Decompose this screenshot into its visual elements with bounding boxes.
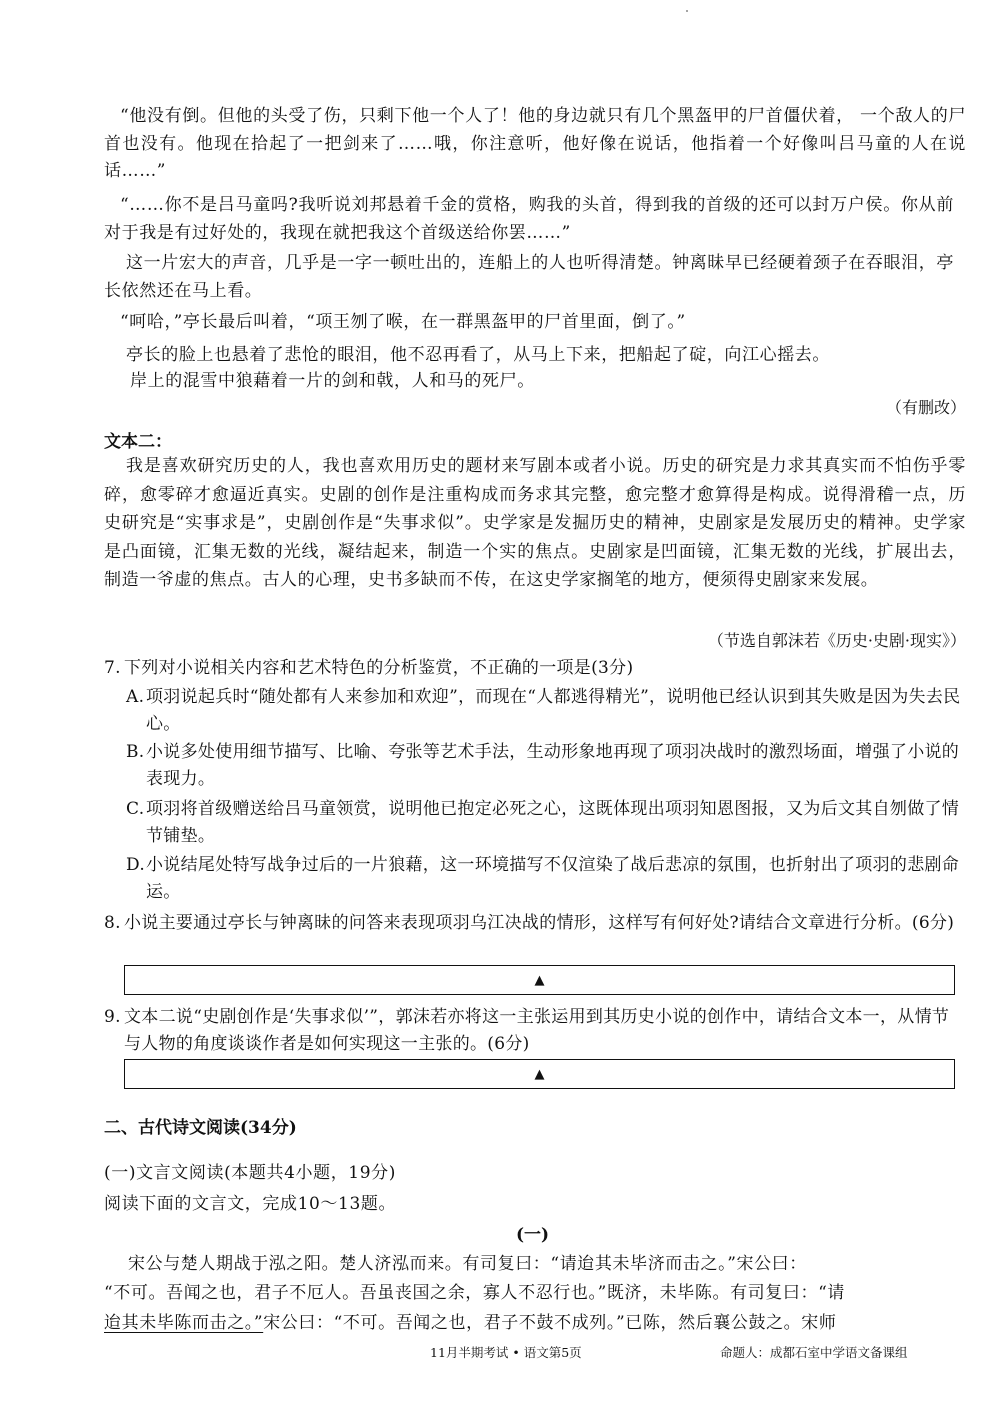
question-7-option-d xyxy=(126,852,966,906)
option-d-text: 小说结尾处特写战争过后的一片狼藉，这一环境描写不仅渲染了战后悲凉的氛围，也折射出了项羽的悲剧命运。 xyxy=(146,855,960,902)
footer-author: 命题人：成都石室中学语文备课组 xyxy=(720,1345,908,1360)
question-7-option-c xyxy=(126,796,966,850)
text1-para2: “……你不是吕马童吗?我听说刘邦悬着千金的赏格，购我的头首，得到我的首级的还可以封万户侯。你从前对于我是有过好处的，我现在就把我这个首级送给你罢……” xyxy=(104,195,954,243)
passage-line-1: 宋公与楚人期战于泓之阳。楚人济泓而来。有司复曰：“请迨其未毕济而击之。”宋公曰： xyxy=(128,1254,807,1274)
text1-para1: “他没有倒。但他的头受了伤，只剩下他一个人了！他的身边就只有几个黑盔甲的尸首僵伏着， 一个敌人的尸首也没有。他现在拾起了一把剑来了……哦，你注意听，他好像在说话，他指着一个好像叫吕马童的人在说话……” xyxy=(104,106,966,181)
question-7-option-a xyxy=(126,684,966,738)
option-c-label: C. xyxy=(126,799,145,819)
option-d-label: D. xyxy=(126,855,146,875)
option-c-text: 项羽将首级赠送给吕马童领赏，说明他已抱定必死之心，这既体现出项羽知恩图报，又为后文其自刎做了情节铺垫。 xyxy=(146,799,960,846)
option-b-label: B. xyxy=(126,742,145,762)
question-9-number: 9. xyxy=(104,1007,121,1027)
text1-para6: 岸上的混雪中狼藉着一片的剑和戟，人和马的死尸。 xyxy=(130,371,535,391)
passage-line-3-rest: 宋公曰：“不可。吾闻之也，君子不鼓不成列。”已陈，然后襄公鼓之。宋师 xyxy=(263,1313,837,1333)
text1-edit-note: （有删改） xyxy=(885,398,966,417)
section-2-instruction: 阅读下面的文言文，完成10～13题。 xyxy=(104,1194,397,1214)
passage-part-label: (一) xyxy=(516,1225,550,1245)
section-2-title: 二、古代诗文阅读(34分) xyxy=(104,1118,297,1138)
question-8-number: 8. xyxy=(104,913,121,933)
answer-triangle-icon: ▲ xyxy=(534,1066,545,1082)
footer-page-info: 11月半期考试 • 语文第5页 xyxy=(430,1345,582,1360)
option-b-text: 小说多处使用细节描写、比喻、夸张等艺术手法，生动形象地再现了项羽决战时的激烈场面，增强了小说的表现力。 xyxy=(146,742,960,789)
text1-para4: “呵哈，”亭长最后叫着，“项王刎了喉，在一群黑盔甲的尸首里面，倒了。” xyxy=(120,312,686,332)
option-a-label: A. xyxy=(126,687,145,707)
question-9-answer-box[interactable] xyxy=(124,1059,955,1089)
answer-triangle-icon: ▲ xyxy=(534,972,545,988)
text2-source: （节选自郭沫若《历史·史剧·现实》） xyxy=(707,631,966,650)
text1-para5: 亭长的脸上也悬着了悲怆的眼泪，他不忍再看了，从马上下来，把船起了碇，向江心摇去。 xyxy=(126,345,830,365)
question-8-stem: 小说主要通过亭长与钟离昧的问答来表现项羽乌江决战的情形，这样写有何好处?请结合文章进行分析。(6分) xyxy=(124,913,955,933)
question-7-stem: 下列对小说相关内容和艺术特色的分析鉴赏，不正确的一项是(3分) xyxy=(124,658,634,678)
question-7 xyxy=(104,655,966,682)
text2-body: 我是喜欢研究历史的人，我也喜欢用历史的题材来写剧本或者小说。历史的研究是力求其真实而不怕伤乎零碎，愈零碎才愈逼近真实。史剧的创作是注重构成而务求其完整，愈完整才愈算得是构成。说得滑稽一点，历史研究是“实事求是”，史剧创作是“失事求似”。史学家是发掘历史的精神，史剧家是发展历史的精神。史学家是凸面镜，汇集无数的光线，凝结起来，制造一个实的焦点。史剧家是凹面镜，汇集无数的光线，扩展出去，制造一爷虚的焦点。古人的心理，史书多缺而不传，在这史学家搁笔的地方，便须得史剧家来发展。 xyxy=(104,456,966,590)
question-9 xyxy=(104,1004,966,1058)
passage-line-2: “不可。吾闻之也，君子不厄人。吾虽丧国之余，寡人不忍行也。”既济，未毕陈。有司复曰：“请 xyxy=(104,1283,845,1303)
question-7-number: 7. xyxy=(104,658,121,678)
text1-para3: 这一片宏大的声音，几乎是一字一顿吐出的，连船上的人也听得清楚。钟离昧早已经硬着颈子在吞眼泪，亭长依然还在马上看。 xyxy=(104,253,954,301)
passage-underlined-sentence: 迨其未毕陈而击之。” xyxy=(104,1313,264,1333)
question-9-stem: 文本二说“史剧创作是‘失事求似’”，郭沫若亦将这一主张运用到其历史小说的创作中，请结合文本一，从情节与人物的角度谈谈作者是如何实现这一主张的。(6分) xyxy=(124,1007,950,1054)
text2-title: 文本二： xyxy=(104,432,172,452)
section-2-subtitle: (一)文言文阅读(本题共4小题，19分) xyxy=(104,1163,396,1183)
scan-speck xyxy=(686,10,688,12)
option-a-text: 项羽说起兵时“随处都有人来参加和欢迎”，而现在“人都逃得精光”，说明他已经认识到其失败是因为失去民心。 xyxy=(146,687,961,734)
question-7-option-b xyxy=(126,739,966,793)
question-8-answer-box[interactable] xyxy=(124,965,955,995)
question-8 xyxy=(104,910,966,937)
passage-line-3 xyxy=(104,1308,836,1333)
